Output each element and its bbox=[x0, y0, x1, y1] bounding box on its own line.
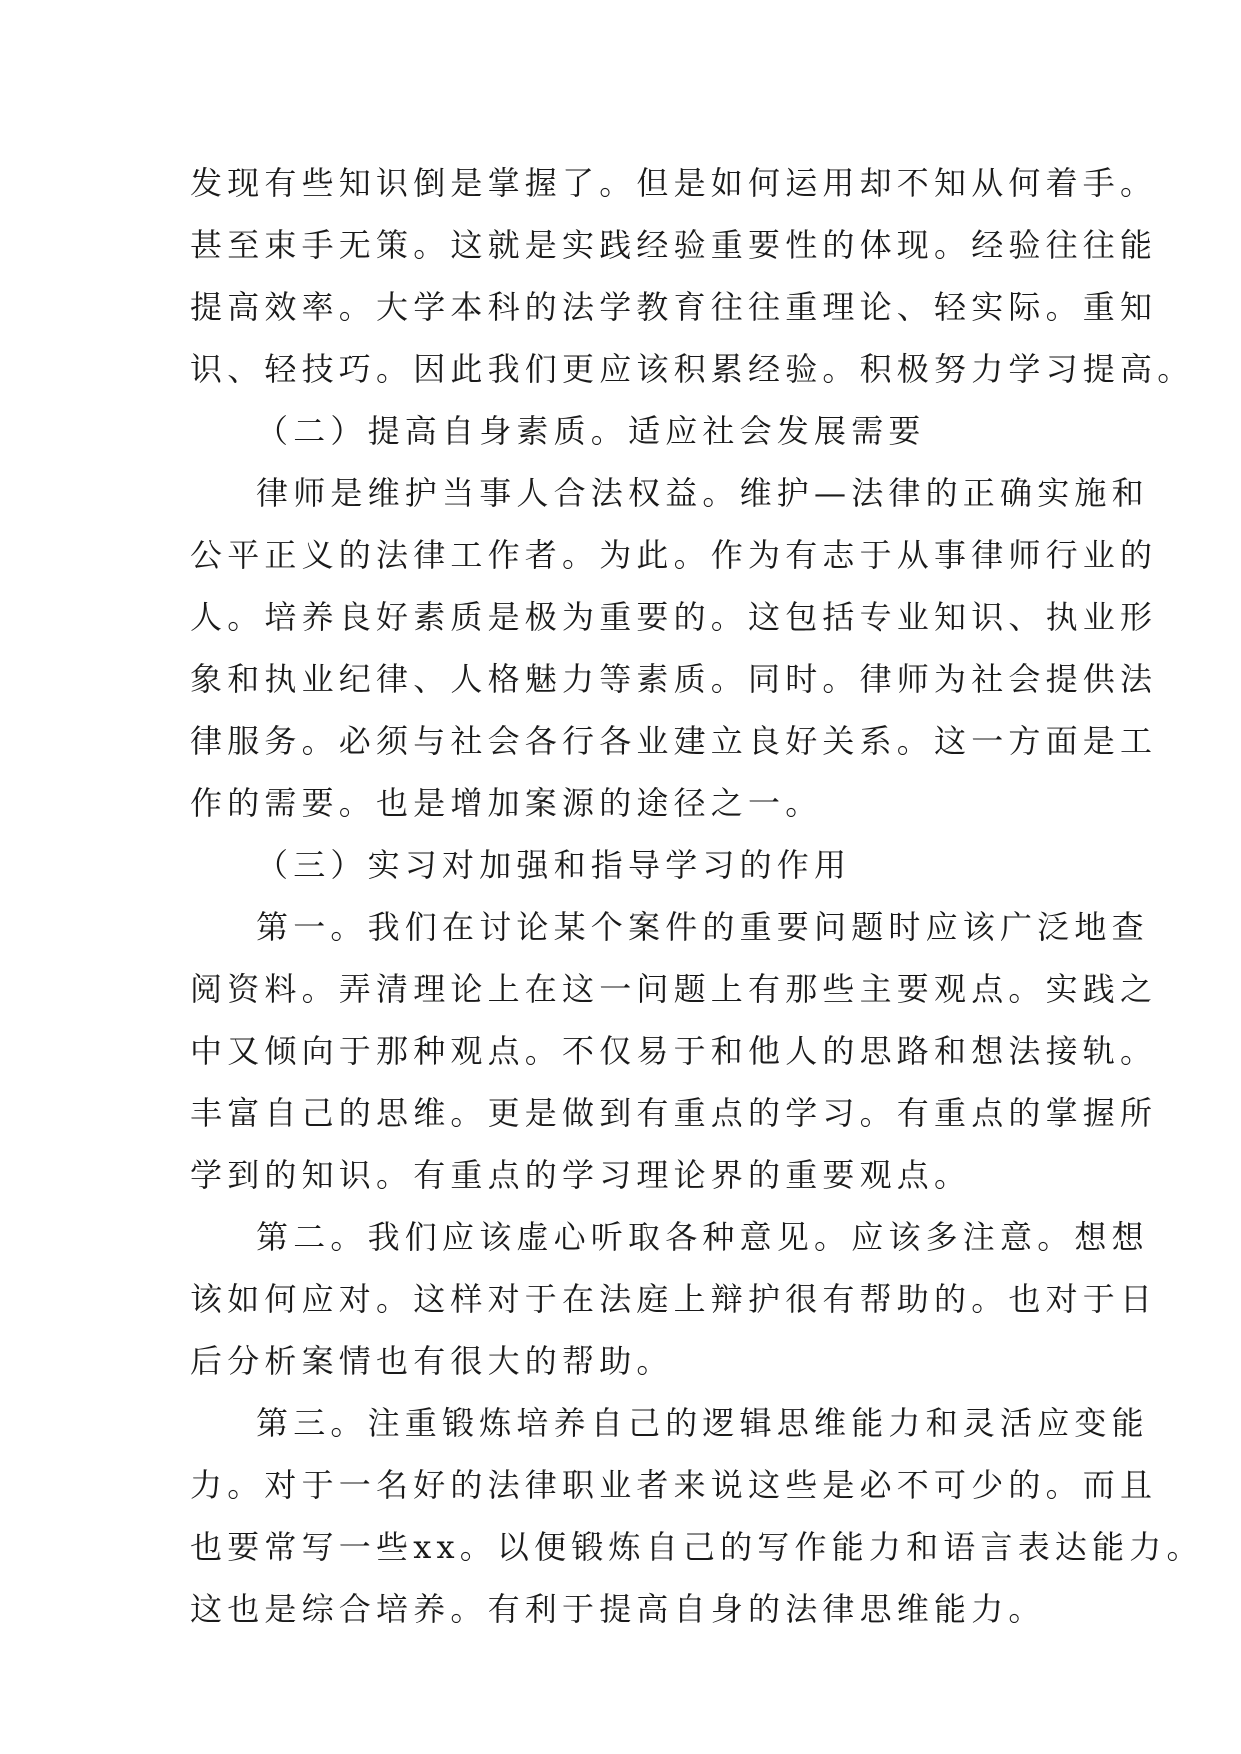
text-line-23: 也要常写一些xx。以便锻炼自己的写作能力和语言表达能力。 bbox=[190, 1528, 1204, 1566]
text-line-2: 甚至束手无策。这就是实践经验重要性的体现。经验往往能 bbox=[190, 226, 1158, 264]
text-line-6: 律师是维护当事人合法权益。维护—法律的正确实施和 bbox=[256, 474, 1149, 512]
text-line-8: 人。培养良好素质是极为重要的。这包括专业知识、执业形 bbox=[190, 598, 1158, 636]
text-line-16: 丰富自己的思维。更是做到有重点的学习。有重点的掌握所 bbox=[190, 1094, 1158, 1132]
text-line-3: 提高效率。大学本科的法学教育往往重理论、轻实际。重知 bbox=[190, 288, 1158, 326]
section-heading-3: （三）实习对加强和指导学习的作用 bbox=[256, 846, 852, 884]
text-line-20: 后分析案情也有很大的帮助。 bbox=[190, 1342, 674, 1380]
text-line-1: 发现有些知识倒是掌握了。但是如何运用却不知从何着手。 bbox=[190, 164, 1158, 202]
text-line-4: 识、轻技巧。因此我们更应该积累经验。积极努力学习提高。 bbox=[190, 350, 1195, 388]
text-line-19: 该如何应对。这样对于在法庭上辩护很有帮助的。也对于日 bbox=[190, 1280, 1158, 1318]
text-line-17: 学到的知识。有重点的学习理论界的重要观点。 bbox=[190, 1156, 972, 1194]
text-line-10: 律服务。必须与社会各行各业建立良好关系。这一方面是工 bbox=[190, 722, 1158, 760]
text-line-13: 第一。我们在讨论某个案件的重要问题时应该广泛地查 bbox=[256, 908, 1149, 946]
section-heading-2: （二）提高自身素质。适应社会发展需要 bbox=[256, 412, 926, 450]
text-line-14: 阅资料。弄清理论上在这一问题上有那些主要观点。实践之 bbox=[190, 970, 1158, 1008]
text-line-11: 作的需要。也是增加案源的途径之一。 bbox=[190, 784, 823, 822]
text-line-24: 这也是综合培养。有利于提高自身的法律思维能力。 bbox=[190, 1590, 1046, 1628]
text-line-18: 第二。我们应该虚心听取各种意见。应该多注意。想想 bbox=[256, 1218, 1149, 1256]
text-line-22: 力。对于一名好的法律职业者来说这些是必不可少的。而且 bbox=[190, 1466, 1158, 1504]
text-line-21: 第三。注重锻炼培养自己的逻辑思维能力和灵活应变能 bbox=[256, 1404, 1149, 1442]
text-line-15: 中又倾向于那种观点。不仅易于和他人的思路和想法接轨。 bbox=[190, 1032, 1158, 1070]
text-line-9: 象和执业纪律、人格魅力等素质。同时。律师为社会提供法 bbox=[190, 660, 1158, 698]
text-line-7: 公平正义的法律工作者。为此。作为有志于从事律师行业的 bbox=[190, 536, 1158, 574]
